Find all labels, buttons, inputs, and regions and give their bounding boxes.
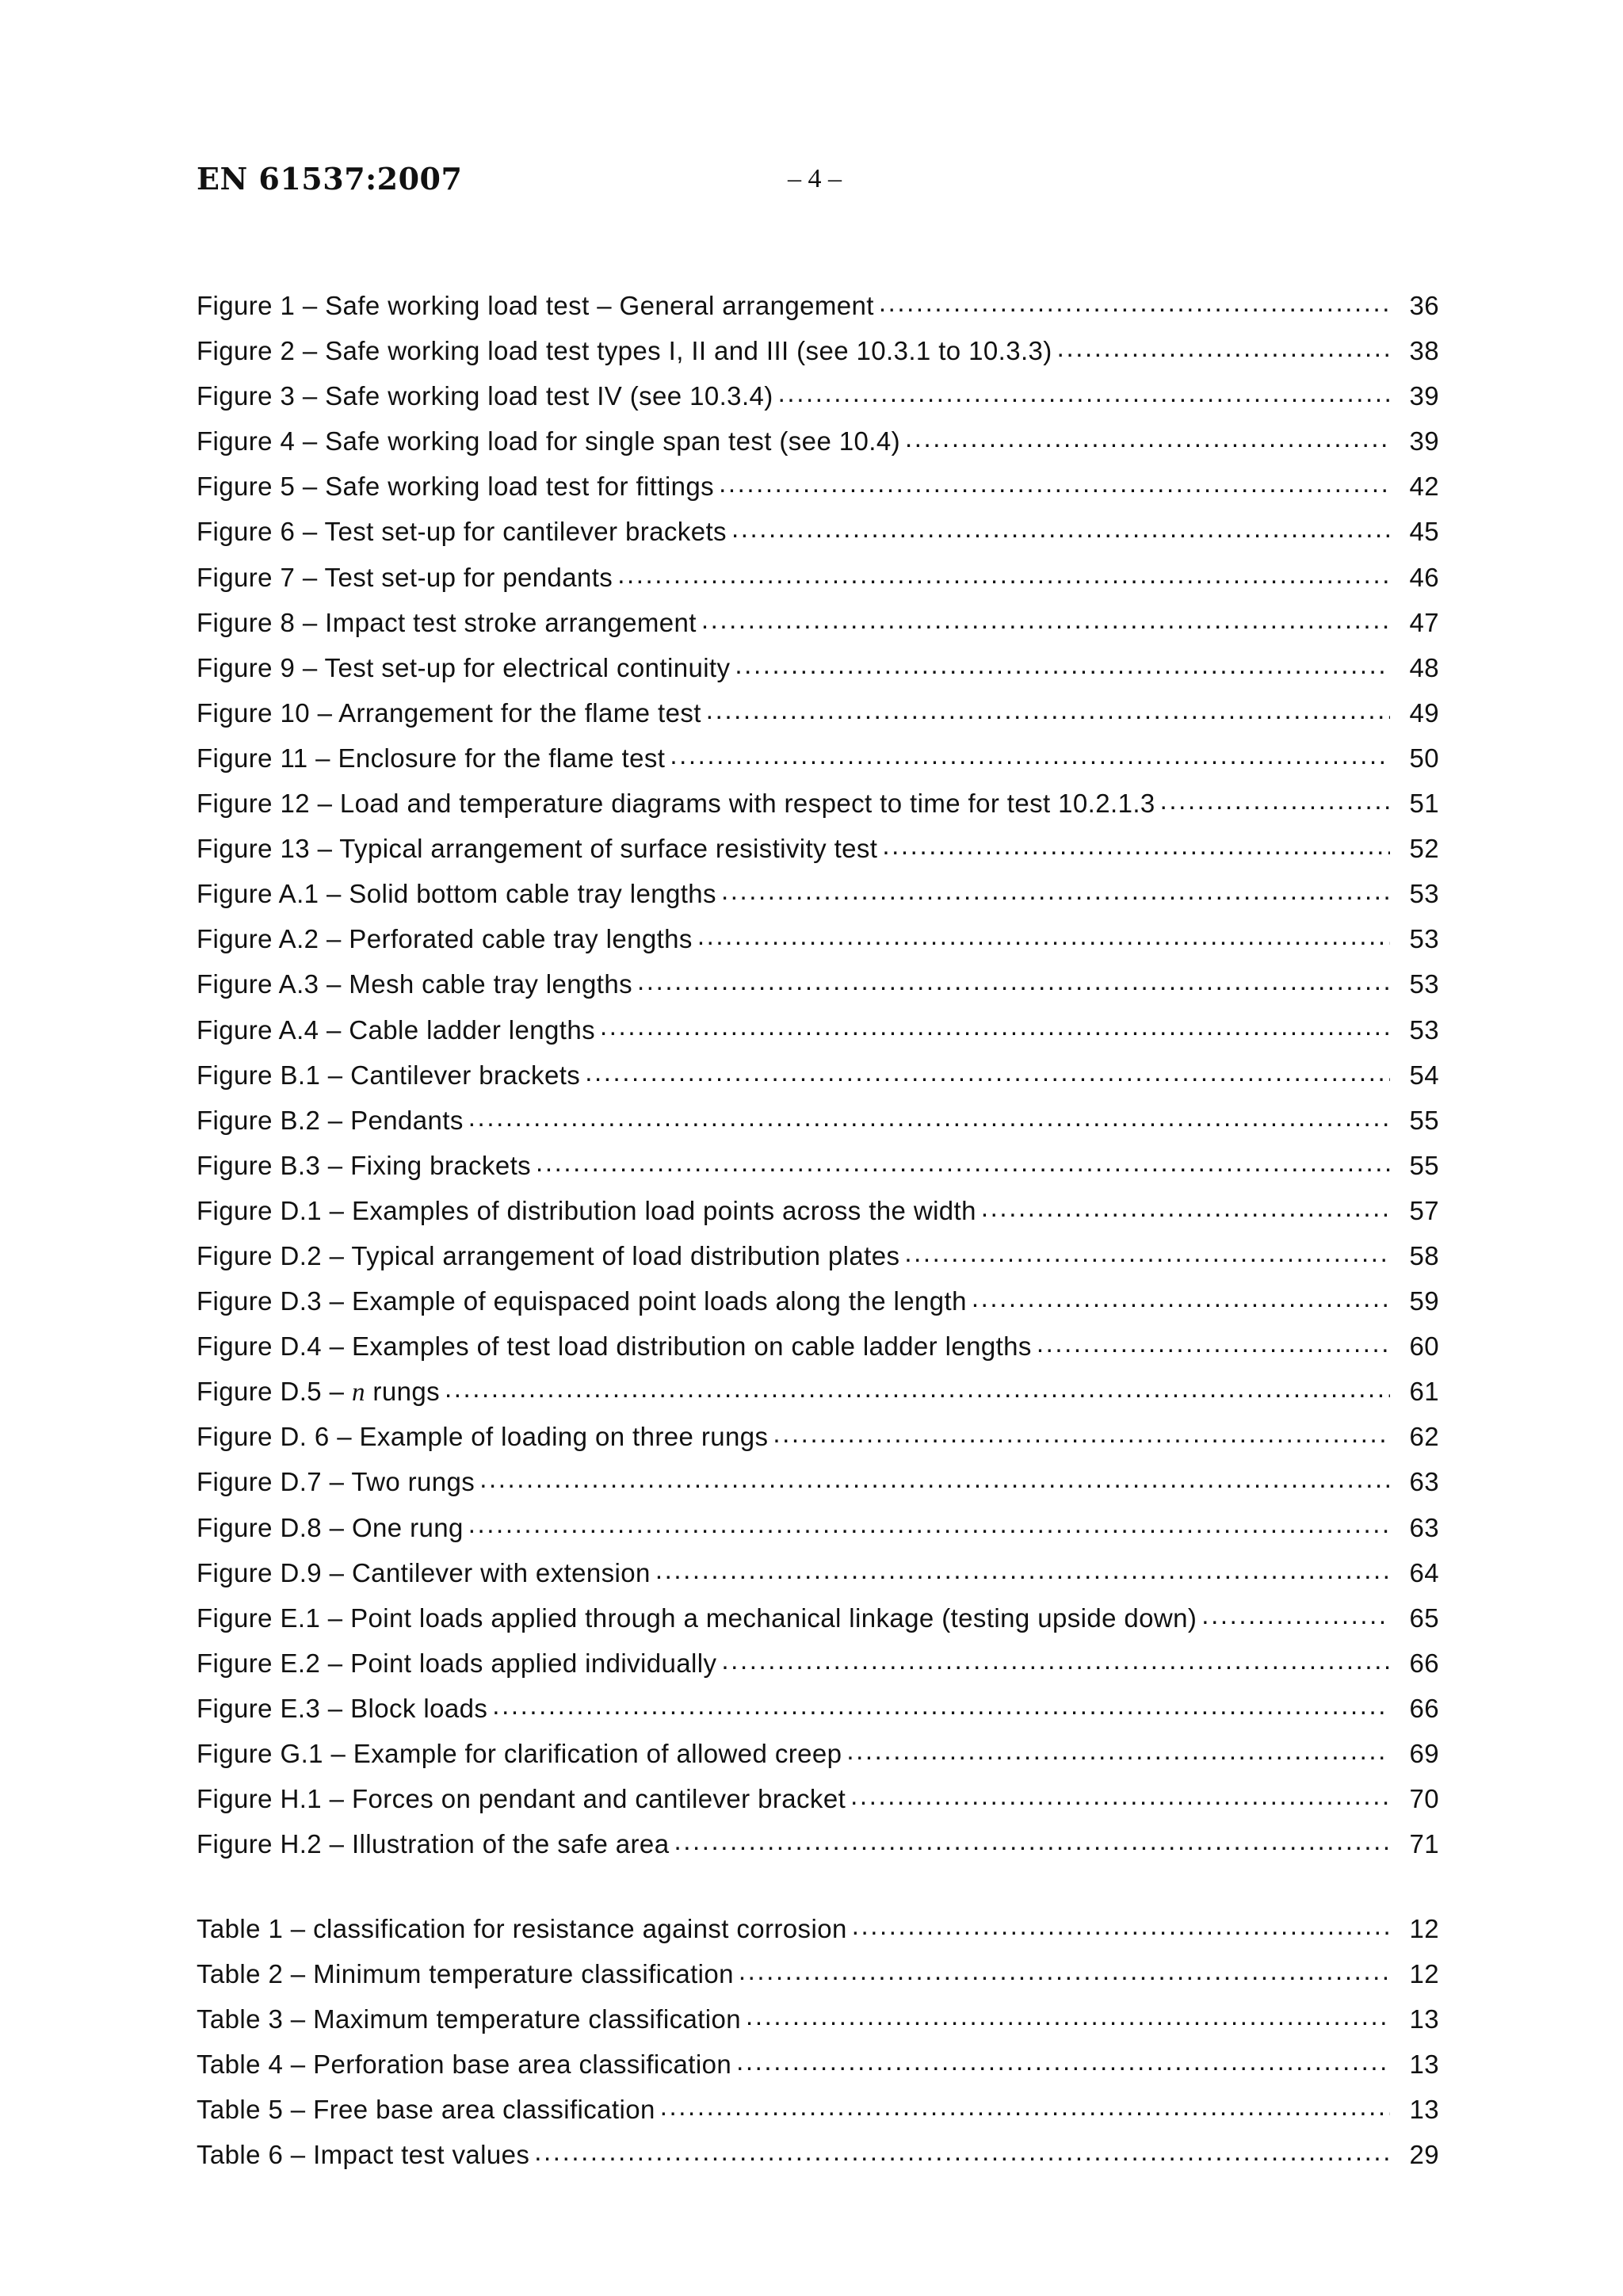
figure-entry-label: Figure 10 – Arrangement for the flame test xyxy=(197,698,706,728)
dot-leader xyxy=(736,2047,1390,2073)
document-id: EN 61537:2007 xyxy=(197,161,463,197)
figure-entry-label: Figure 5 – Safe working load test for fittings xyxy=(197,472,719,502)
dot-leader xyxy=(972,1284,1390,1310)
figure-entry-label: Figure E.1 – Point loads applied through a mechanical linkage (testing upside down) xyxy=(197,1603,1201,1633)
dot-leader xyxy=(479,1465,1390,1491)
figure-entry-page-number: 66 xyxy=(1409,1648,1439,1678)
figure-entry[interactable] xyxy=(197,606,1439,651)
figure-entry-page-number: 45 xyxy=(1409,517,1439,547)
figure-entry[interactable] xyxy=(197,1601,1439,1646)
dot-leader xyxy=(468,1103,1390,1129)
figure-entry[interactable] xyxy=(197,1419,1439,1465)
figure-entry[interactable] xyxy=(197,877,1439,922)
figure-entry-label: Figure E.2 – Point loads applied individually xyxy=(197,1648,721,1679)
figure-entry-page-number: 47 xyxy=(1409,607,1439,637)
figure-entry-label: Figure 13 – Typical arrangement of surface resistivity test xyxy=(197,834,882,864)
dot-leader xyxy=(721,877,1390,903)
table-entry-page-number: 13 xyxy=(1409,2050,1439,2080)
dot-leader xyxy=(655,1556,1390,1582)
figure-entry[interactable] xyxy=(197,1329,1439,1374)
dot-leader xyxy=(468,1511,1390,1537)
figure-entry-label: Figure 1 – Safe working load test – General arrangement xyxy=(197,291,879,321)
figure-entry-label: Figure D.7 – Two rungs xyxy=(197,1467,479,1497)
dot-leader xyxy=(492,1691,1390,1717)
dot-leader xyxy=(674,1827,1390,1853)
table-entry-label: Table 3 – Maximum temperature classification xyxy=(197,2004,746,2034)
figure-entry[interactable] xyxy=(197,831,1439,877)
figure-entry-label: Figure 2 – Safe working load test types I, II and III (see 10.3.1 to 10.3.3) xyxy=(197,336,1057,366)
figure-entry-label: Figure 7 – Test set-up for pendants xyxy=(197,563,617,593)
figure-entry[interactable] xyxy=(197,469,1439,514)
table-entry-label: Table 6 – Impact test values xyxy=(197,2140,534,2170)
dot-leader xyxy=(882,831,1390,858)
figure-entry-page-number: 39 xyxy=(1409,381,1439,411)
figure-entry-label: Figure D. 6 – Example of loading on three rungs xyxy=(197,1422,773,1452)
dot-leader xyxy=(904,1239,1390,1265)
figure-entry[interactable] xyxy=(197,1556,1439,1601)
figure-entry-page-number: 50 xyxy=(1409,743,1439,773)
dot-leader xyxy=(701,606,1390,632)
table-entry[interactable] xyxy=(197,2047,1439,2092)
figure-entry[interactable] xyxy=(197,424,1439,469)
dot-leader xyxy=(536,1148,1390,1175)
figure-entry[interactable] xyxy=(197,1511,1439,1556)
figure-entry[interactable] xyxy=(197,334,1439,379)
figure-entry[interactable] xyxy=(197,741,1439,786)
figure-entry[interactable] xyxy=(197,786,1439,831)
dot-leader xyxy=(735,651,1390,677)
figure-entry[interactable] xyxy=(197,967,1439,1012)
table-entry[interactable] xyxy=(197,1912,1439,1957)
dot-leader xyxy=(846,1736,1390,1763)
figure-entry-page-number: 53 xyxy=(1409,1014,1439,1045)
figure-entry[interactable] xyxy=(197,1239,1439,1284)
figure-entry-label: Figure 6 – Test set-up for cantilever brackets xyxy=(197,517,731,547)
dot-leader xyxy=(719,469,1390,495)
figure-entry[interactable] xyxy=(197,1465,1439,1510)
figure-entry-label: Figure A.2 – Perforated cable tray lengths xyxy=(197,924,697,954)
figure-entry-label: Figure 9 – Test set-up for electrical continuity xyxy=(197,653,735,683)
figure-entry-label: Figure B.2 – Pendants xyxy=(197,1106,468,1136)
figure-entry[interactable] xyxy=(197,1736,1439,1782)
figure-entry[interactable] xyxy=(197,1374,1439,1419)
table-entry[interactable] xyxy=(197,2092,1439,2137)
figure-entry-page-number: 63 xyxy=(1409,1512,1439,1542)
table-entry-page-number: 12 xyxy=(1409,1959,1439,1989)
dot-leader xyxy=(617,560,1390,586)
table-entry-label: Table 2 – Minimum temperature classification xyxy=(197,1959,739,1989)
figure-entry[interactable] xyxy=(197,1827,1439,1872)
figure-entry-page-number: 69 xyxy=(1409,1739,1439,1768)
figure-entry-label: Figure B.3 – Fixing brackets xyxy=(197,1151,536,1181)
figure-entry-page-number: 57 xyxy=(1409,1195,1439,1225)
figure-entry[interactable] xyxy=(197,514,1439,560)
figure-entry-label: Figure D.8 – One rung xyxy=(197,1513,468,1543)
dot-leader xyxy=(1160,786,1390,812)
figure-entry-page-number: 66 xyxy=(1409,1693,1439,1723)
dot-leader xyxy=(981,1194,1390,1220)
table-entry-label: Table 5 – Free base area classification xyxy=(197,2095,660,2125)
figure-entry-page-number: 42 xyxy=(1409,472,1439,502)
figure-entry-label: Figure H.1 – Forces on pendant and cantilever bracket xyxy=(197,1784,850,1814)
figure-entry-label: Figure B.1 – Cantilever brackets xyxy=(197,1060,585,1091)
figure-entry-label: Figure H.2 – Illustration of the safe area xyxy=(197,1829,674,1859)
table-entry-page-number: 12 xyxy=(1409,1914,1439,1943)
figure-entry-page-number: 71 xyxy=(1409,1829,1439,1859)
figure-entry-label: Figure G.1 – Example for clarification of allowed creep xyxy=(197,1739,846,1769)
dot-leader xyxy=(706,696,1390,722)
figure-entry[interactable] xyxy=(197,1148,1439,1194)
figure-entry[interactable] xyxy=(197,696,1439,741)
figure-entry-page-number: 36 xyxy=(1409,291,1439,320)
figure-entry-page-number: 39 xyxy=(1409,426,1439,457)
figure-entry[interactable] xyxy=(197,560,1439,606)
dot-leader xyxy=(697,922,1390,948)
figure-entry-page-number: 62 xyxy=(1409,1422,1439,1452)
table-entry-page-number: 13 xyxy=(1409,2004,1439,2034)
figure-entry-label: Figure 4 – Safe working load for single span test (see 10.4) xyxy=(197,426,905,457)
dot-leader xyxy=(850,1782,1390,1808)
dot-leader xyxy=(721,1646,1390,1672)
figure-entry-label: Figure D.2 – Typical arrangement of load distribution plates xyxy=(197,1241,904,1271)
table-entry[interactable] xyxy=(197,2002,1439,2047)
figure-entry-page-number: 59 xyxy=(1409,1286,1439,1316)
figure-entry-page-number: 70 xyxy=(1409,1784,1439,1814)
list-of-tables xyxy=(197,1912,1439,2183)
figure-entry-label: Figure D.4 – Examples of test load distribution on cable ladder lengths xyxy=(197,1331,1037,1362)
dot-leader xyxy=(746,2002,1390,2028)
figure-entry-page-number: 52 xyxy=(1409,834,1439,864)
figure-entry-page-number: 60 xyxy=(1409,1331,1439,1362)
figure-entry-page-number: 61 xyxy=(1409,1377,1439,1407)
figure-entry-label: Figure 12 – Load and temperature diagrams with respect to time for test 10.2.1.3 xyxy=(197,789,1160,819)
page-number: – 4 – xyxy=(788,164,842,193)
figure-entry-page-number: 58 xyxy=(1409,1240,1439,1270)
figure-entry-label-prefix: Figure D.5 – xyxy=(197,1377,352,1407)
dot-leader xyxy=(660,2092,1390,2118)
figure-entry[interactable] xyxy=(197,1782,1439,1827)
dot-leader xyxy=(852,1912,1390,1938)
figure-entry-page-number: 54 xyxy=(1409,1060,1439,1090)
figure-entry[interactable] xyxy=(197,288,1439,334)
list-of-figures xyxy=(197,288,1439,1872)
figure-entry-label: Figure A.3 – Mesh cable tray lengths xyxy=(197,969,637,999)
figure-entry-page-number: 53 xyxy=(1409,924,1439,954)
dot-leader xyxy=(670,741,1390,767)
figure-entry[interactable] xyxy=(197,1691,1439,1736)
figure-entry[interactable] xyxy=(197,1646,1439,1691)
page-header xyxy=(197,155,1433,203)
dot-leader xyxy=(731,514,1390,541)
table-entry-label: Table 4 – Perforation base area classification xyxy=(197,2050,736,2080)
dot-leader xyxy=(534,2137,1390,2164)
figure-entry-label: Figure E.3 – Block loads xyxy=(197,1694,492,1724)
figure-entry-label: Figure A.4 – Cable ladder lengths xyxy=(197,1015,600,1045)
dot-leader xyxy=(773,1419,1390,1446)
dot-leader xyxy=(1037,1329,1390,1355)
figure-entry-page-number: 55 xyxy=(1409,1150,1439,1180)
figure-entry-label: Figure A.1 – Solid bottom cable tray lengths xyxy=(197,879,721,909)
figure-entry-page-number: 63 xyxy=(1409,1467,1439,1497)
figure-entry-page-number: 53 xyxy=(1409,969,1439,999)
figure-entry[interactable] xyxy=(197,1103,1439,1148)
figure-entry-label-suffix: rungs xyxy=(365,1377,440,1407)
dot-leader xyxy=(600,1013,1390,1039)
dot-leader xyxy=(445,1374,1390,1400)
figure-entry-label: Figure D.3 – Example of equispaced point loads along the length xyxy=(197,1286,972,1316)
table-entry-page-number: 13 xyxy=(1409,2095,1439,2125)
dot-leader xyxy=(879,288,1390,315)
figure-entry[interactable] xyxy=(197,922,1439,967)
figure-entry-page-number: 55 xyxy=(1409,1105,1439,1135)
figure-entry[interactable] xyxy=(197,379,1439,424)
figure-entry-page-number: 48 xyxy=(1409,652,1439,682)
figure-entry-label: Figure 3 – Safe working load test IV (see 10.3.4) xyxy=(197,381,778,411)
figure-entry-label: Figure D.9 – Cantilever with extension xyxy=(197,1558,655,1588)
figure-entry[interactable] xyxy=(197,651,1439,696)
figure-entry-page-number: 38 xyxy=(1409,336,1439,366)
dot-leader xyxy=(1057,334,1390,360)
dot-leader xyxy=(637,967,1390,993)
figure-entry-page-number: 64 xyxy=(1409,1557,1439,1587)
figure-entry-page-number: 53 xyxy=(1409,879,1439,909)
figure-entry-label xyxy=(197,1377,445,1408)
figure-entry-page-number: 51 xyxy=(1409,789,1439,819)
table-entry-page-number: 29 xyxy=(1409,2140,1439,2170)
figure-entry-label: Figure 8 – Impact test stroke arrangement xyxy=(197,608,701,638)
figure-entry[interactable] xyxy=(197,1194,1439,1239)
dot-leader xyxy=(585,1058,1390,1084)
figure-entry[interactable] xyxy=(197,1013,1439,1058)
dot-leader xyxy=(1201,1601,1390,1627)
dot-leader xyxy=(739,1957,1390,1983)
figure-entry-page-number: 49 xyxy=(1409,697,1439,728)
figure-entry[interactable] xyxy=(197,1058,1439,1103)
figure-entry-page-number: 46 xyxy=(1409,562,1439,592)
dot-leader xyxy=(778,379,1390,405)
dot-leader xyxy=(905,424,1390,450)
table-entry[interactable] xyxy=(197,2137,1439,2183)
figure-entry-page-number: 65 xyxy=(1409,1603,1439,1633)
figure-entry-label: Figure 11 – Enclosure for the flame test xyxy=(197,743,670,774)
figure-entry-label: Figure D.1 – Examples of distribution load points across the width xyxy=(197,1196,981,1226)
figure-entry[interactable] xyxy=(197,1284,1439,1329)
figure-entry-label-variable: n xyxy=(351,1378,365,1408)
table-entry[interactable] xyxy=(197,1957,1439,2002)
table-entry-label: Table 1 – classification for resistance against corrosion xyxy=(197,1914,852,1944)
